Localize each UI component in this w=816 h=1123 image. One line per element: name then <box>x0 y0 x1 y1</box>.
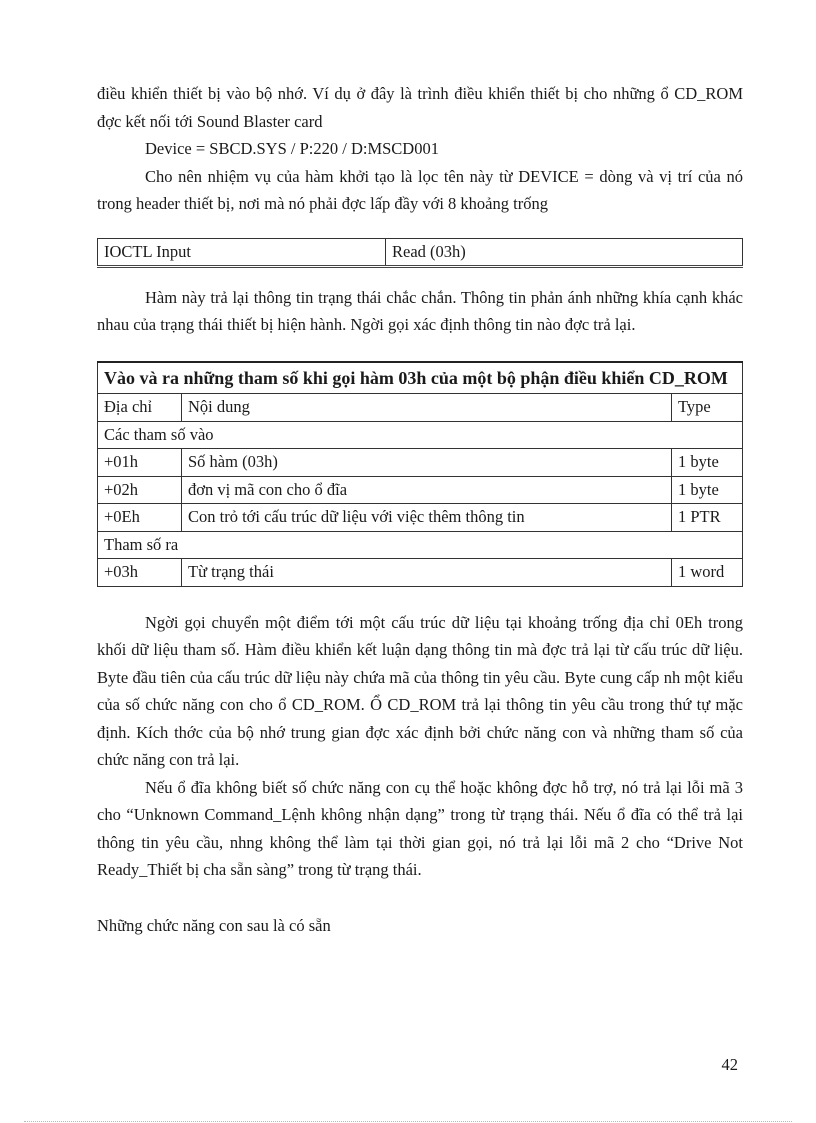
header-address: Địa chỉ <box>98 394 182 422</box>
cell-content: Con trỏ tới cấu trúc dữ liệu với việc thêm thông tin <box>182 504 672 532</box>
cell-type: 1 byte <box>672 449 743 477</box>
table-row <box>98 504 743 532</box>
paragraph-subfunctions: Những chức năng con sau là có sẵn <box>97 915 331 935</box>
ioctl-cell-right: Read (03h) <box>386 238 743 266</box>
paragraph-intro: điều khiển thiết bị vào bộ nhớ. Ví dụ ở đây là trình điều khiển thiết bị cho những ổ CD_ROM đợc kết nối tới Sound Blaster card <box>97 84 743 131</box>
cell-content: đơn vị mã con cho ổ đĩa <box>182 476 672 504</box>
cell-address: +01h <box>98 449 182 477</box>
table-section-row <box>98 531 743 559</box>
header-content: Nội dung <box>182 394 672 422</box>
ioctl-table <box>97 238 743 268</box>
table-header-row <box>98 394 743 422</box>
paragraph-init-task: Cho nên nhiệm vụ của hàm khởi tạo là lọc tên này từ DEVICE = dòng và vị trí của nó trong header thiết bị, nơi mà nó phải đợc lấp đầy với 8 khoảng trống <box>97 166 743 213</box>
table-row <box>98 559 743 587</box>
table-title: Vào và ra những tham số khi gọi hàm 03h của một bộ phận điều khiển CD_ROM <box>98 362 743 394</box>
cell-address: +0Eh <box>98 504 182 532</box>
cell-content: Từ trạng thái <box>182 559 672 587</box>
cell-type: 1 PTR <box>672 504 743 532</box>
page-bottom-divider <box>24 1121 792 1122</box>
cell-address: +03h <box>98 559 182 587</box>
header-type: Type <box>672 394 743 422</box>
input-section-label: Các tham số vào <box>98 421 743 449</box>
ioctl-cell-left: IOCTL Input <box>98 238 386 266</box>
output-section-label: Tham số ra <box>98 531 743 559</box>
page-number: 42 <box>721 1055 738 1074</box>
paragraph-error-codes: Nếu ổ đĩa không biết số chức năng con cụ thể hoặc không đợc hỗ trợ, nó trả lại lỗi mã 3 cho “Unknown Command_Lệnh không nhận dạng” trong từ trạng thái. Nếu ổ đĩa có thể trả lại thông tin yêu cầu, nhng không thể làm tại thời gian gọi, nó trả lại lỗi mã 2 cho “Drive Not Ready_Thiết bị cha sẵn sàng” trong từ trạng thái. <box>97 777 743 879</box>
parameters-table <box>97 361 743 587</box>
device-line: Device = SBCD.SYS / P:220 / D:MSCD001 <box>145 139 439 158</box>
paragraph-caller-pointer: Ngời gọi chuyển một điểm tới một cấu trúc dữ liệu tại khoảng trống địa chỉ 0Eh trong khối dữ liệu tham số. Hàm điều khiển kết luận dạng thông tin mà đợc trả lại từ cấu trúc dữ liệu. Byte đầu tiên của cấu trúc dữ liệu này chứa mã của thông tin yêu cầu. Byte cung cấp nh một kiểu của số chức năng con cho ổ CD_ROM. Ổ CD_ROM trả lại thông tin yêu cầu trong thứ tự mặc định. Kích thớc của bộ nhớ trung gian đợc xác định bởi chức năng con và những tham số của chức năng con trả lại. <box>97 612 743 769</box>
cell-type: 1 byte <box>672 476 743 504</box>
paragraph-function-description: Hàm này trả lại thông tin trạng thái chắc chắn. Thông tin phản ánh những khía cạnh khác nhau của trạng thái thiết bị hiện hành. Ngời gọi xác định thông tin nào đợc trả lại. <box>97 287 743 334</box>
table-row <box>98 476 743 504</box>
cell-type: 1 word <box>672 559 743 587</box>
document-page <box>97 80 743 939</box>
table-row <box>98 362 743 394</box>
cell-content: Số hàm (03h) <box>182 449 672 477</box>
table-row <box>98 449 743 477</box>
cell-address: +02h <box>98 476 182 504</box>
table-section-row <box>98 421 743 449</box>
table-row <box>98 238 743 266</box>
